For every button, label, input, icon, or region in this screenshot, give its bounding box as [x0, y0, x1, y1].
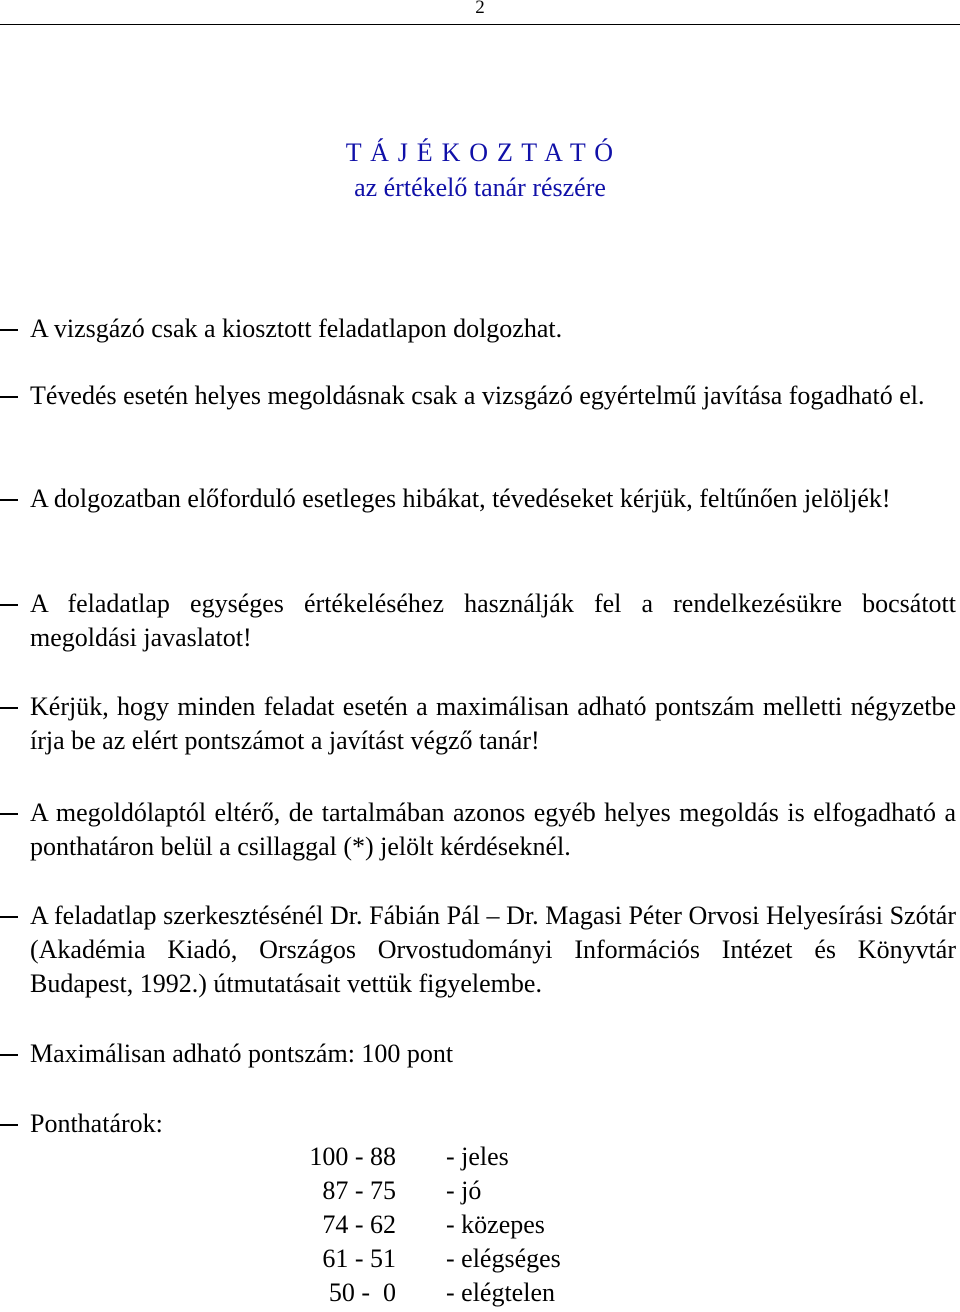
score-row — [0, 1174, 960, 1208]
score-row — [0, 1140, 960, 1174]
list-item-text: A feladatlap egységes értékeléséhez használják fel a rendelkezésükre bocsátott megoldási javaslatot! — [30, 589, 956, 652]
header-rule — [0, 24, 960, 25]
score-grade: - elégséges — [446, 1244, 561, 1273]
list-item-text: A feladatlap szerkesztésénél Dr. Fábián Pál – Dr. Magasi Péter Orvosi Helyesírási Szótár (Akadémia Kiadó, Országos Orvostudományi Információs Intézet és Könyvtár Budapest, 1992.) útmutatásait vettük figyelembe. — [30, 901, 956, 998]
list-item — [0, 899, 960, 1001]
list-item-text: A dolgozatban előforduló esetleges hibákat, tévedéseket kérjük, feltűnően jelöljék! — [30, 484, 891, 513]
list-item — [0, 796, 960, 864]
dash-bullet — [0, 813, 18, 815]
list-item — [0, 379, 960, 413]
score-range: 100 - 88 — [309, 1142, 396, 1171]
score-grade: - közepes — [446, 1210, 545, 1239]
dash-bullet — [0, 707, 18, 709]
list-item — [0, 587, 960, 655]
dash-bullet — [0, 1124, 18, 1126]
page-number: 2 — [475, 0, 485, 18]
list-item — [0, 482, 960, 516]
list-item — [0, 1107, 960, 1141]
list-item — [0, 690, 960, 758]
score-range: 87 - 75 — [322, 1176, 396, 1205]
score-row — [0, 1276, 960, 1310]
list-item — [0, 1037, 960, 1071]
score-range: 50 - 0 — [328, 1278, 396, 1307]
score-row — [0, 1208, 960, 1242]
score-grade: - jeles — [446, 1142, 509, 1171]
list-item-text: Ponthatárok: — [30, 1109, 163, 1138]
dash-bullet — [0, 916, 18, 918]
list-item-text: A megoldólaptól eltérő, de tartalmában azonos egyéb helyes megoldás is elfogadható a ponthatáron belül a csillaggal (*) jelölt kérdéseknél. — [30, 798, 956, 861]
list-item-text: Tévedés esetén helyes megoldásnak csak a vizsgázó egyértelmű javítása fogadható el. — [30, 381, 925, 410]
score-range: 61 - 51 — [322, 1244, 396, 1273]
document-subtitle: az értékelő tanár részére — [354, 173, 606, 202]
score-grade: - elégtelen — [446, 1278, 555, 1307]
list-item — [0, 312, 960, 346]
list-item-text: Maximálisan adható pontszám: 100 pont — [30, 1039, 454, 1068]
score-grade: - jó — [446, 1176, 482, 1205]
score-range: 74 - 62 — [322, 1210, 396, 1239]
list-item-text: Kérjük, hogy minden feladat esetén a maximálisan adható pontszám melletti négyzetbe írja be az elért pontszámot a javítást végző tanár! — [30, 692, 956, 755]
dash-bullet — [0, 1054, 18, 1056]
dash-bullet — [0, 499, 18, 501]
dash-bullet — [0, 604, 18, 606]
document-title: T Á J É K O Z T A T Ó — [345, 138, 615, 167]
list-item-text: A vizsgázó csak a kiosztott feladatlapon dolgozhat. — [30, 314, 563, 343]
dash-bullet — [0, 329, 18, 331]
score-row — [0, 1242, 960, 1276]
dash-bullet — [0, 396, 18, 398]
